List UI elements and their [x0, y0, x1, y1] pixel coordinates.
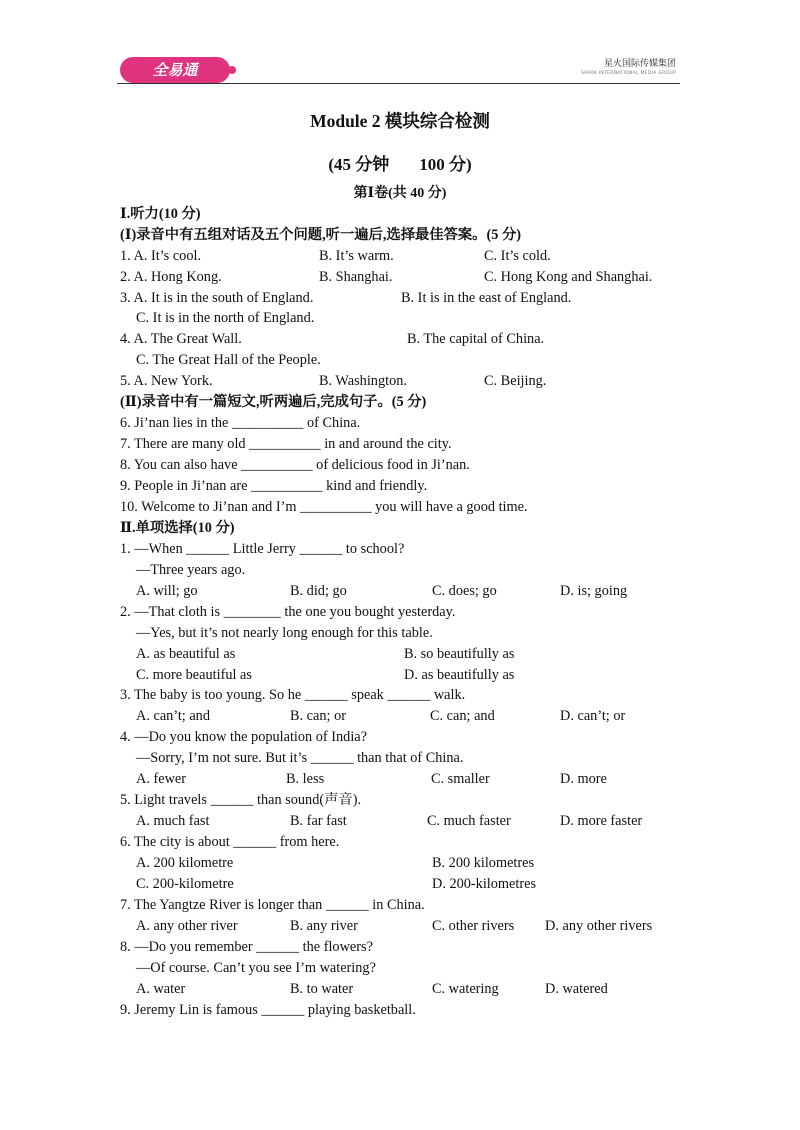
- option: C. much faster: [427, 813, 511, 829]
- part-heading: (Ⅱ)录音中有一篇短文,听两遍后,完成句子。(5 分): [120, 394, 427, 410]
- question-reply: —Three years ago.: [136, 562, 246, 578]
- option: D. 200-kilometres: [432, 876, 537, 892]
- option: A. any other river: [136, 918, 238, 934]
- option: D. watered: [545, 981, 608, 997]
- option: B. 200 kilometres: [432, 855, 535, 871]
- option: C. 200-kilometre: [136, 876, 234, 892]
- option: C. smaller: [431, 771, 490, 787]
- option: D. as beautifully as: [404, 667, 515, 683]
- fill-blank-sentence: 9. People in Ji’nan are __________ kind and friendly.: [120, 478, 428, 494]
- option: A. as beautiful as: [136, 646, 236, 662]
- option: C. It’s cold.: [484, 248, 551, 264]
- question-reply: —Yes, but it’s not nearly long enough for this table.: [136, 625, 433, 641]
- option: B. less: [286, 771, 325, 787]
- option: C. does; go: [432, 583, 497, 599]
- publisher-name-en: SPARK INTERNATIONAL MEDIA GROUP: [581, 71, 676, 76]
- option: B. so beautifully as: [404, 646, 515, 662]
- option: C. It is in the north of England.: [136, 310, 315, 326]
- option: B. Shanghai.: [319, 269, 393, 285]
- time-score-line: [0, 150, 800, 175]
- option: C. more beautiful as: [136, 667, 252, 683]
- option: D. is; going: [560, 583, 628, 599]
- fill-blank-sentence: 8. You can also have __________ of delicious food in Ji’nan.: [120, 457, 470, 473]
- question-reply: —Sorry, I’m not sure. But it’s ______ than that of China.: [136, 750, 464, 766]
- question-stem: 9. Jeremy Lin is famous ______ playing basketball.: [120, 1002, 416, 1018]
- option: A. will; go: [136, 583, 198, 599]
- option: B. It is in the east of England.: [401, 290, 572, 306]
- brand-logo: 全易通: [120, 57, 230, 83]
- option: C. Beijing.: [484, 373, 547, 389]
- time-limit: (45 分钟: [328, 155, 390, 174]
- option: 3. A. It is in the south of England.: [120, 290, 314, 306]
- option: B. It’s warm.: [319, 248, 394, 264]
- option: D. more: [560, 771, 607, 787]
- option: A. can’t; and: [136, 708, 210, 724]
- module-title: Module 2 模块综合检测: [310, 111, 490, 131]
- part-heading: (Ⅰ)录音中有五组对话及五个问题,听一遍后,选择最佳答案。(5 分): [120, 227, 522, 243]
- option: C. Hong Kong and Shanghai.: [484, 269, 653, 285]
- paper-title: 第Ⅰ卷(共 40 分): [353, 186, 447, 201]
- publisher-name: 星火国际传媒集团: [603, 59, 676, 69]
- fill-blank-sentence: 10. Welcome to Ji’nan and I’m __________ you will have a good time.: [120, 499, 528, 515]
- question-stem: 6. The city is about ______ from here.: [120, 834, 340, 850]
- option: D. more faster: [560, 813, 643, 829]
- option: A. water: [136, 981, 186, 997]
- question-stem: 5. Light travels ______ than sound(声音).: [120, 792, 362, 808]
- option: B. far fast: [290, 813, 347, 829]
- question-stem: 1. —When ______ Little Jerry ______ to school?: [120, 541, 405, 557]
- section-heading: Ⅰ.听力(10 分): [120, 206, 201, 222]
- option: D. can’t; or: [560, 708, 626, 724]
- option: B. did; go: [290, 583, 347, 599]
- question-stem: 4. —Do you know the population of India?: [120, 729, 367, 745]
- option: 4. A. The Great Wall.: [120, 331, 242, 347]
- publisher-brand: [581, 59, 676, 79]
- question-stem: 3. The baby is too young. So he ______ speak ______ walk.: [120, 687, 466, 703]
- option: B. The capital of China.: [407, 331, 545, 347]
- option: B. can; or: [290, 708, 346, 724]
- option: C. watering: [432, 981, 499, 997]
- option: A. 200 kilometre: [136, 855, 234, 871]
- fill-blank-sentence: 6. Ji’nan lies in the __________ of China.: [120, 415, 361, 431]
- option: A. fewer: [136, 771, 187, 787]
- question-stem: 7. The Yangtze River is longer than ______ in China.: [120, 897, 425, 913]
- question-stem: 8. —Do you remember ______ the flowers?: [120, 939, 373, 955]
- question-reply: —Of course. Can’t you see I’m watering?: [136, 960, 376, 976]
- option: A. much fast: [136, 813, 210, 829]
- section-heading: Ⅱ.单项选择(10 分): [120, 520, 235, 536]
- header-divider: [117, 83, 680, 84]
- total-score: 100 分): [419, 155, 472, 174]
- option: D. any other rivers: [545, 918, 653, 934]
- option: B. to water: [290, 981, 354, 997]
- option: B. any river: [290, 918, 358, 934]
- option: 5. A. New York.: [120, 373, 213, 389]
- option: 2. A. Hong Kong.: [120, 269, 222, 285]
- option: C. can; and: [430, 708, 495, 724]
- option: B. Washington.: [319, 373, 407, 389]
- fill-blank-sentence: 7. There are many old __________ in and around the city.: [120, 436, 452, 452]
- option: C. The Great Hall of the People.: [136, 352, 321, 368]
- option: 1. A. It’s cool.: [120, 248, 202, 264]
- question-stem: 2. —That cloth is ________ the one you bought yesterday.: [120, 604, 456, 620]
- option: C. other rivers: [432, 918, 515, 934]
